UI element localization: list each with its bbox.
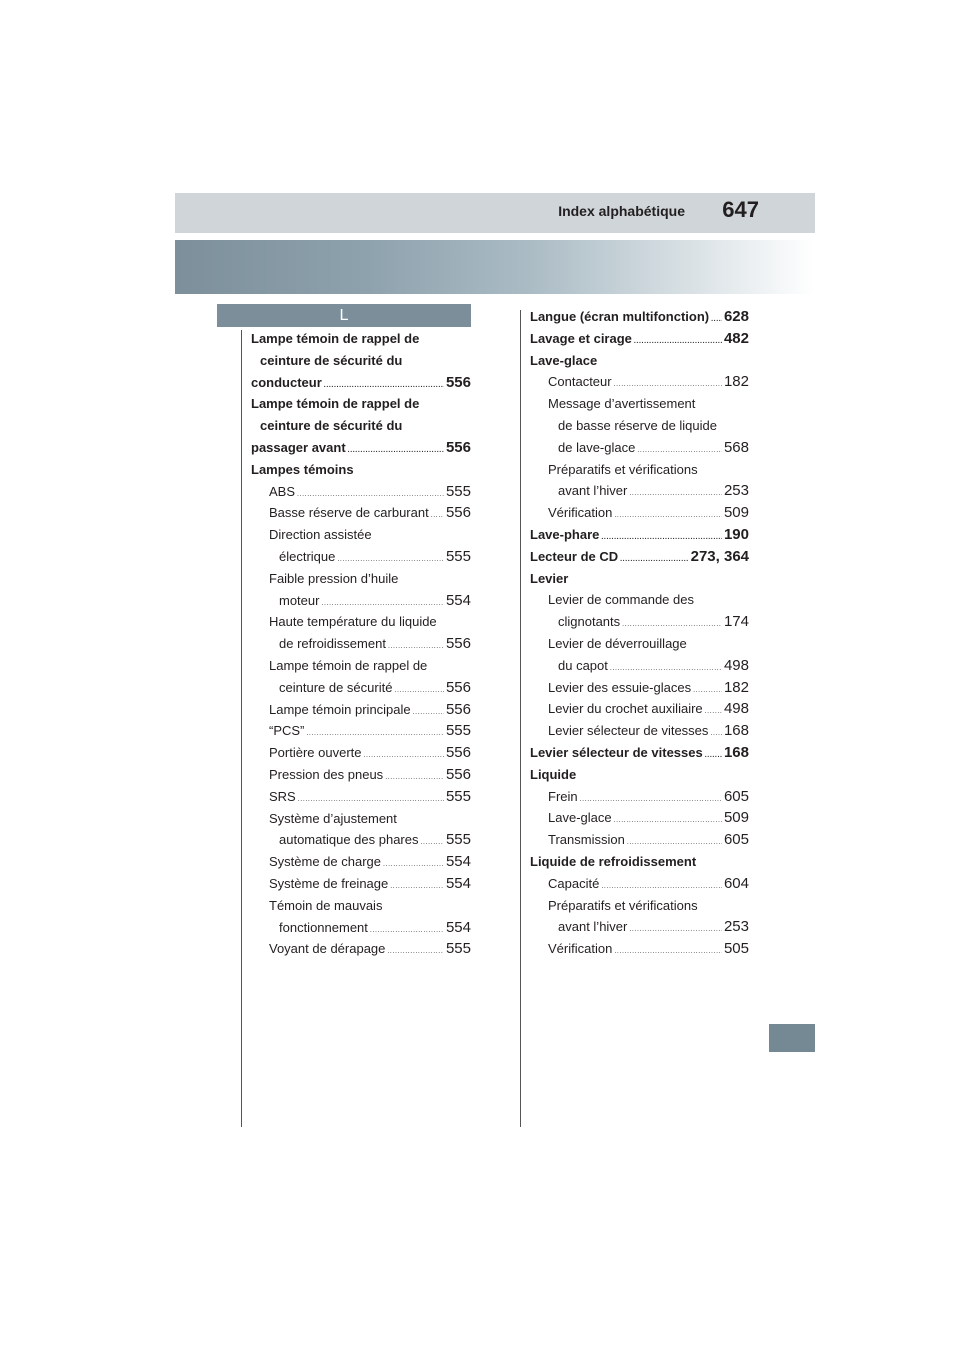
index-entry-text: Levier de déverrouillage	[548, 635, 687, 651]
index-entry	[251, 677, 471, 699]
leader-dots	[614, 817, 722, 824]
index-entry	[530, 764, 749, 786]
index-entry-page[interactable]: 556	[445, 765, 471, 783]
leader-dots	[614, 381, 722, 388]
index-entry-page[interactable]: 253	[723, 482, 749, 500]
index-entry	[251, 481, 471, 503]
index-entry	[530, 611, 749, 633]
index-entry-text: avant l’hiver	[558, 919, 628, 935]
index-entry-text: automatique des phares	[279, 832, 419, 848]
leader-dots	[394, 687, 444, 694]
index-entry-page[interactable]: 190	[723, 525, 749, 543]
index-entry-text: Message d’avertissement	[548, 396, 696, 412]
index-entry	[530, 916, 749, 938]
leader-dots	[298, 796, 444, 803]
index-entry	[251, 611, 471, 633]
index-entry	[530, 829, 749, 851]
index-entry-page[interactable]: 605	[723, 831, 749, 849]
index-entry-page[interactable]: 554	[445, 874, 471, 892]
index-entry-text: Préparatifs et vérifications	[548, 461, 698, 477]
index-entry-page[interactable]: 556	[445, 744, 471, 762]
index-entry-text: Lampes témoins	[251, 461, 354, 477]
leader-dots	[601, 883, 722, 890]
index-entry-page[interactable]: 509	[723, 809, 749, 827]
index-entry	[251, 393, 471, 415]
index-entry-text: fonctionnement	[279, 919, 368, 935]
leader-dots	[711, 316, 722, 323]
index-entry-text: Levier de commande des	[548, 592, 694, 608]
index-entry	[251, 699, 471, 721]
index-entry	[530, 807, 749, 829]
index-entry-text: Basse réserve de carburant	[269, 505, 429, 521]
index-entry-text: Levier sélecteur de vitesses	[530, 744, 703, 760]
leader-dots	[629, 926, 722, 933]
index-entry	[530, 437, 749, 459]
leader-dots	[601, 534, 722, 541]
leader-dots	[383, 861, 444, 868]
index-entry	[251, 808, 471, 830]
index-entry-text: Vérification	[548, 505, 613, 521]
index-entry-text: Levier du crochet auxiliaire	[548, 701, 703, 717]
leader-dots	[337, 556, 444, 563]
index-entry	[530, 415, 749, 437]
index-entry	[251, 633, 471, 655]
index-entry-text: Système d’ajustement	[269, 810, 397, 826]
index-entry-text: Lampe témoin principale	[269, 701, 411, 717]
index-entry-page[interactable]: 273, 364	[690, 547, 749, 565]
index-entry-page[interactable]: 174	[723, 613, 749, 631]
index-entry-text: “PCS”	[269, 723, 305, 739]
index-entry-page[interactable]: 556	[445, 700, 471, 718]
index-entry	[251, 938, 471, 960]
index-entry	[251, 786, 471, 808]
leader-dots	[627, 839, 722, 846]
index-entry	[530, 328, 749, 350]
index-entry-text: Lampe témoin de rappel de	[269, 657, 428, 673]
index-entry-page[interactable]: 168	[723, 722, 749, 740]
leader-dots	[614, 512, 722, 519]
index-entry	[530, 524, 749, 546]
leader-dots	[637, 447, 722, 454]
leader-dots	[705, 752, 722, 759]
index-entry-text: Pression des pneus	[269, 766, 384, 782]
index-entry-page[interactable]: 556	[445, 504, 471, 522]
index-entry-text: clignotants	[558, 614, 621, 630]
index-entry	[251, 895, 471, 917]
index-entry	[530, 589, 749, 611]
leader-dots	[364, 752, 444, 759]
index-entry-text: Lave-glace	[530, 352, 598, 368]
leader-dots	[390, 883, 444, 890]
index-entry-page[interactable]: 555	[445, 547, 471, 565]
leader-dots	[420, 839, 443, 846]
index-entry-text: électrique	[279, 548, 336, 564]
index-entry-text: ceinture de sécurité du	[260, 418, 403, 434]
index-entry-text: Capacité	[548, 875, 600, 891]
index-entry-page[interactable]: 556	[445, 635, 471, 653]
index-entry-page[interactable]: 482	[723, 329, 749, 347]
leader-dots	[705, 708, 722, 715]
index-entry	[251, 917, 471, 939]
index-entry	[530, 742, 749, 764]
index-entry-text: Lecteur de CD	[530, 548, 619, 564]
index-entry-text: conducteur	[251, 374, 322, 390]
leader-dots	[614, 948, 722, 955]
index-entry	[251, 873, 471, 895]
index-entry	[251, 655, 471, 677]
index-entry-text: Contacteur	[548, 374, 612, 390]
index-entry	[251, 720, 471, 742]
index-entry-text: Liquide de refroidissement	[530, 853, 697, 869]
index-entry	[251, 764, 471, 786]
index-entry-text: Haute température du liquide	[269, 614, 437, 630]
right-column-rule	[520, 310, 521, 1127]
index-entry-text: Transmission	[548, 832, 625, 848]
index-entry	[530, 655, 749, 677]
leader-dots	[385, 774, 444, 781]
index-entry-text: Témoin de mauvais	[269, 897, 383, 913]
index-entry	[251, 524, 471, 546]
index-entry-page[interactable]: 253	[723, 918, 749, 936]
index-entry-page[interactable]: 555	[445, 482, 471, 500]
leader-dots	[629, 490, 722, 497]
index-entry-page[interactable]: 554	[445, 591, 471, 609]
index-entry-text: Lavage et cirage	[530, 330, 632, 346]
index-entry-text: passager avant	[251, 439, 346, 455]
section-letter: L	[217, 304, 471, 327]
leader-dots	[306, 730, 444, 737]
index-entry	[530, 459, 749, 481]
index-entry-text: Levier	[530, 570, 569, 586]
leader-dots	[348, 447, 444, 454]
index-entry	[251, 372, 471, 394]
index-entry-page[interactable]: 628	[723, 308, 749, 325]
index-entry-page[interactable]: 604	[723, 874, 749, 892]
index-entry	[251, 829, 471, 851]
index-entry-text: de basse réserve de liquide	[558, 417, 717, 433]
index-entry	[530, 677, 749, 699]
index-entry	[530, 698, 749, 720]
leader-dots	[622, 621, 722, 628]
index-entry-text: de lave-glace	[558, 439, 636, 455]
index-entry-page[interactable]: 182	[723, 678, 749, 696]
index-entry-text: Lave-phare	[530, 526, 600, 542]
index-entry	[251, 328, 471, 350]
index-entry-page[interactable]: 556	[445, 438, 471, 456]
index-entry-text: Faible pression d’huile	[269, 570, 399, 586]
index-entry-page[interactable]: 509	[723, 504, 749, 522]
index-entry	[251, 415, 471, 437]
index-entry	[530, 480, 749, 502]
index-entry	[251, 459, 471, 481]
leader-dots	[413, 709, 444, 716]
index-entry-page[interactable]: 605	[723, 787, 749, 805]
index-column-right	[530, 306, 749, 960]
leader-dots	[387, 948, 444, 955]
header-title: Index alphabétique	[558, 203, 685, 219]
index-entry-text: moteur	[279, 592, 320, 608]
index-entry-text: Portière ouverte	[269, 745, 362, 761]
section-banner	[175, 240, 815, 294]
index-entry-page[interactable]: 555	[445, 787, 471, 805]
index-entry-text: Lave-glace	[548, 810, 612, 826]
index-entry	[251, 502, 471, 524]
index-entry-text: Frein	[548, 788, 578, 804]
index-entry-page[interactable]: 182	[723, 373, 749, 391]
index-entry	[530, 633, 749, 655]
index-entry	[530, 568, 749, 590]
index-entry-text: Lampe témoin de rappel de	[251, 331, 420, 346]
index-entry	[530, 371, 749, 393]
leader-dots	[620, 556, 688, 563]
page-header	[175, 193, 815, 233]
index-entry-page[interactable]: 555	[445, 722, 471, 740]
leader-dots	[324, 382, 444, 389]
index-entry-text: Voyant de dérapage	[269, 941, 386, 957]
index-column-left	[251, 328, 471, 960]
index-entry	[530, 938, 749, 960]
index-entry	[251, 568, 471, 590]
index-entry-page[interactable]: 505	[723, 940, 749, 958]
index-entry-page[interactable]: 556	[445, 678, 471, 696]
index-entry	[251, 742, 471, 764]
index-entry-page[interactable]: 498	[723, 700, 749, 718]
index-entry-page[interactable]: 168	[723, 743, 749, 761]
index-entry-text: Liquide	[530, 766, 577, 782]
leader-dots	[580, 796, 722, 803]
index-entry	[251, 350, 471, 372]
index-entry	[530, 546, 749, 568]
leader-dots	[370, 927, 444, 934]
index-entry-text: ceinture de sécurité	[279, 679, 393, 695]
index-entry-text: Vérification	[548, 941, 613, 957]
index-entry	[530, 393, 749, 415]
index-entry	[530, 786, 749, 808]
index-entry-page[interactable]: 554	[445, 853, 471, 871]
index-entry-page[interactable]: 568	[723, 438, 749, 456]
index-entry	[530, 873, 749, 895]
index-entry	[251, 590, 471, 612]
page-number: 647	[722, 197, 759, 222]
index-entry-text: Levier sélecteur de vitesses	[548, 723, 709, 739]
index-entry	[251, 437, 471, 459]
index-entry	[251, 851, 471, 873]
leader-dots	[297, 491, 444, 498]
index-entry-text: Système de charge	[269, 854, 382, 870]
index-entry-text: ceinture de sécurité du	[260, 352, 403, 368]
leader-dots	[710, 730, 722, 737]
index-entry	[530, 306, 749, 328]
index-entry	[530, 895, 749, 917]
leader-dots	[693, 687, 722, 694]
leader-dots	[431, 512, 444, 519]
leader-dots	[610, 665, 722, 672]
index-entry-text: ABS	[269, 483, 296, 499]
index-entry-text: avant l’hiver	[558, 483, 628, 499]
index-entry-text: Lampe témoin de rappel de	[251, 396, 420, 412]
left-column-rule	[241, 330, 242, 1127]
index-entry-text: Langue (écran multifonction)	[530, 309, 710, 324]
index-entry-page[interactable]: 554	[445, 918, 471, 936]
leader-dots	[388, 643, 444, 650]
index-entry-text: SRS	[269, 788, 296, 804]
index-entry	[530, 720, 749, 742]
index-entry	[251, 546, 471, 568]
index-entry	[530, 350, 749, 372]
index-entry-text: Préparatifs et vérifications	[548, 897, 698, 913]
index-entry-text: Direction assistée	[269, 527, 372, 543]
index-entry-text: Levier des essuie-glaces	[548, 679, 692, 695]
index-entry-page[interactable]: 555	[445, 831, 471, 849]
index-entry-text: Système de freinage	[269, 875, 389, 891]
index-entry	[530, 851, 749, 873]
leader-dots	[634, 338, 722, 345]
index-entry	[530, 502, 749, 524]
leader-dots	[321, 600, 444, 607]
index-entry-text: de refroidissement	[279, 636, 386, 652]
index-entry-page[interactable]: 556	[445, 373, 471, 391]
chapter-tab	[769, 1024, 815, 1052]
index-entry-page[interactable]: 555	[445, 940, 471, 958]
index-entry-text: du capot	[558, 657, 608, 673]
index-entry-page[interactable]: 498	[723, 656, 749, 674]
